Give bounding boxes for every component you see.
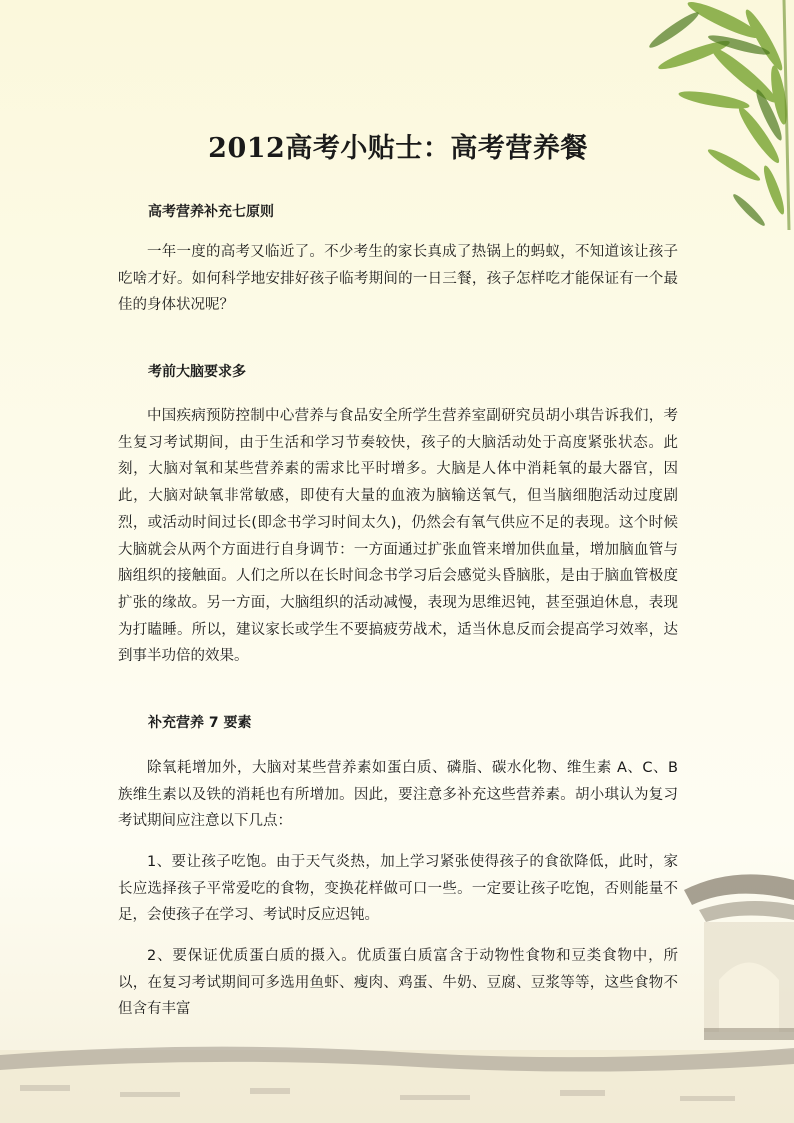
section-heading: 高考营养补充七原则: [148, 204, 274, 220]
wall-decoration: [0, 1030, 794, 1123]
page-title: 2012高考小贴士：高考营养餐: [208, 133, 588, 164]
paragraph: 除氧耗增加外，大脑对某些营养素如蛋白质、磷脂、碳水化物、维生素 A、C、B 族维生素以及铁的消耗也有所增加。因此，要注意多补充这些营养素。胡小琪认为复习考试期间应注意以下几点：: [118, 760, 678, 830]
paragraph: 一年一度的高考又临近了。不少考生的家长真成了热锅上的蚂蚁，不知道该让孩子吃啥才好。如何科学地安排好孩子临考期间的一日三餐，孩子怎样吃才能保证有一个最佳的身体状况呢？: [118, 244, 678, 314]
pavilion-decoration: [674, 860, 794, 1050]
paragraph: 中国疾病预防控制中心营养与食品安全所学生营养室副研究员胡小琪告诉我们，考生复习考试期间，由于生活和学习节奏较快，孩子的大脑活动处于高度紧张状态。此刻，大脑对氧和某些营养素的需求比平时增多。大脑是人体中消耗氧的最大器官，因此，大脑对缺氧非常敏感，即使有大量的血液为脑输送氧气，但当脑细胞活动过度剧烈，或活动时间过长(即念书学习时间太久)，仍然会有氧气供应不足的表现。这个时候大脑就会从两个方面进行自身调节：一方面通过扩张血管来增加供血量，增加脑血管与脑组织的接触面。人们之所以在长时间念书学习后会感觉头昏脑胀，是由于脑血管极度扩张的缘故。另一方面，大脑组织的活动减慢，表现为思维迟钝，甚至强迫休息，表现为打瞌睡。所以，建议家长或学生不要搞疲劳战术，适当休息反而会提高学习效率，达到事半功倍的效果。: [118, 408, 678, 665]
paragraph: 2、要保证优质蛋白质的摄入。优质蛋白质富含于动物性食物和豆类食物中，所以，在复习考试期间可多选用鱼虾、瘦肉、鸡蛋、牛奶、豆腐、豆浆等等，这些食物不但含有丰富: [118, 948, 678, 1018]
bamboo-leaves-decoration: [574, 0, 794, 230]
section-heading: 补充营养 7 要素: [148, 715, 252, 731]
section-heading: 考前大脑要求多: [148, 364, 246, 380]
paragraph: 1、要让孩子吃饱。由于天气炎热，加上学习紧张使得孩子的食欲降低，此时，家长应选择孩子平常爱吃的食物，变换花样做可口一些。一定要让孩子吃饱，否则能量不足，会使孩子在学习、考试时反应迟钝。: [118, 854, 678, 924]
